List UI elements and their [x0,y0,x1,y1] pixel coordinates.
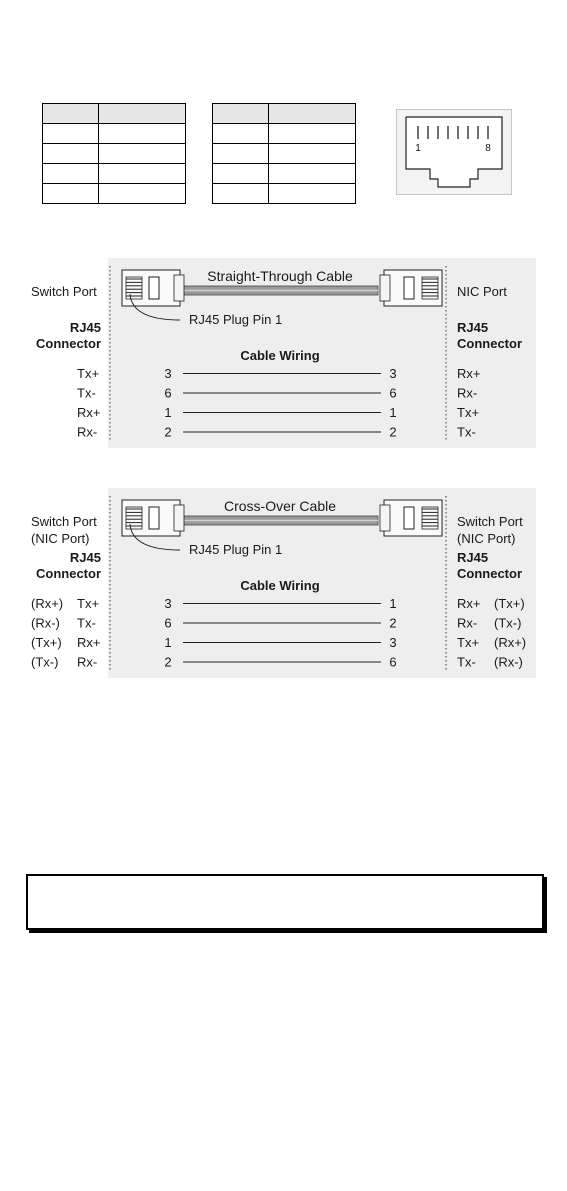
left-connector-title: Connector [36,566,101,581]
left-pin-number: 1 [164,635,172,650]
jack-pin-8-label: 8 [485,143,491,154]
left-pin-number: 2 [164,424,172,440]
right-pin-number: 6 [389,385,397,401]
table-cell [43,164,99,184]
right-signal-label: Rx+ [457,366,481,381]
left-alt-signal-label: (Tx-) [31,654,59,670]
right-port-label: (NIC Port) [457,531,516,546]
table-cell [269,184,356,204]
left-alt-signal-label: (Tx+) [31,635,62,650]
table-cell [213,184,269,204]
right-pin-number: 1 [389,596,397,611]
table-cell [99,184,186,204]
left-port-label: Switch Port [31,284,97,299]
left-pin-number: 2 [164,654,172,670]
pinout-table-right [212,103,356,204]
left-signal-label: Tx- [77,615,96,631]
plug-latch [404,507,414,529]
left-alt-signal-label: (Rx-) [31,615,60,631]
table-cell [213,104,269,124]
left-signal-label: Tx+ [77,596,100,611]
left-port-label: (NIC Port) [31,531,90,546]
table-header-row [213,104,356,124]
plug-boot [174,275,184,301]
cable-wiring-title: Cable Wiring [240,348,320,363]
left-pin-number: 3 [164,366,172,381]
table-cell [99,104,186,124]
right-signal-label: Tx- [457,654,476,670]
cable-label: Cross-Over Cable [223,498,337,514]
right-signal-label: Tx+ [457,635,480,650]
table-cell [99,164,186,184]
table-cell [269,124,356,144]
table-cell [43,184,99,204]
right-pin-number: 1 [389,405,397,420]
left-pin-number: 6 [164,385,172,401]
left-connector-title: RJ45 [69,550,101,565]
table-row [213,144,356,164]
plug-boot [380,275,390,301]
left-pin-number: 3 [164,596,172,611]
left-signal-label: Rx+ [77,635,101,650]
table-cell [43,144,99,164]
right-connector-title: Connector [457,566,522,581]
right-pin-number: 2 [389,615,397,631]
table-cell [99,144,186,164]
rj45-plug-right [380,270,442,306]
plug-pin-label: RJ45 Plug Pin 1 [189,542,283,557]
right-connector-title: RJ45 [457,550,489,565]
plug-latch [404,277,414,299]
table-cell [213,124,269,144]
plug-pin-label: RJ45 Plug Pin 1 [189,312,283,327]
table-cell [213,164,269,184]
right-alt-signal-label: (Tx+) [494,596,525,611]
left-signal-label: Tx+ [77,366,100,381]
rj45-jack-diagram [396,109,512,195]
right-connector-title: Connector [457,336,522,351]
table-header-row [43,104,186,124]
table-row [213,124,356,144]
table-row [43,144,186,164]
right-signal-label: Tx- [457,424,476,440]
pinout-table-left-body [43,104,186,204]
left-signal-label: Tx- [77,385,96,401]
table-cell [43,104,99,124]
right-alt-signal-label: (Tx-) [494,615,522,631]
right-port-label: Switch Port [457,514,523,529]
table-row [43,184,186,204]
left-alt-signal-label: (Rx+) [31,596,64,611]
plug-boot [380,505,390,531]
table-cell [99,124,186,144]
right-pin-number: 2 [389,424,397,440]
cable-label: Straight-Through Cable [207,268,353,284]
table-cell [43,124,99,144]
right-alt-signal-label: (Rx+) [494,635,527,650]
right-signal-label: Rx+ [457,596,481,611]
left-signal-label: Rx- [77,424,98,440]
rj45-plug-right [380,500,442,536]
plug-latch [149,507,159,529]
crossover-wiring-diagram [0,488,567,678]
left-signal-label: Rx+ [77,405,101,420]
straight-through-wiring-diagram [0,258,567,448]
plug-latch [149,277,159,299]
right-pin-number: 3 [389,635,397,650]
right-port-label: NIC Port [457,284,507,299]
left-connector-title: RJ45 [69,320,101,335]
right-signal-label: Rx- [457,615,478,631]
table-cell [213,144,269,164]
right-signal-label: Rx- [457,385,478,401]
table-cell [269,144,356,164]
right-pin-number: 6 [389,654,397,670]
note-box [26,874,544,930]
left-port-label: Switch Port [31,514,97,529]
right-connector-title: RJ45 [457,320,489,335]
left-signal-label: Rx- [77,654,98,670]
pinout-table-right-body [213,104,356,204]
right-signal-label: Tx+ [457,405,480,420]
jack-pin-1-label: 1 [415,143,421,154]
table-cell [269,164,356,184]
right-alt-signal-label: (Rx-) [494,654,523,670]
pinout-table-left [42,103,186,204]
table-cell [269,104,356,124]
right-pin-number: 3 [389,366,397,381]
table-row [213,164,356,184]
table-row [43,164,186,184]
left-pin-number: 1 [164,405,172,420]
table-row [213,184,356,204]
table-row [43,124,186,144]
left-connector-title: Connector [36,336,101,351]
cable-wiring-title: Cable Wiring [240,578,320,593]
left-pin-number: 6 [164,615,172,631]
plug-boot [174,505,184,531]
